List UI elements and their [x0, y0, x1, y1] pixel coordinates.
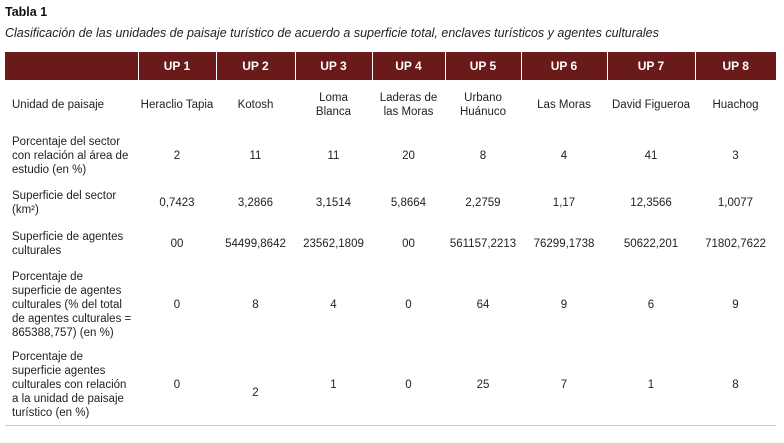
- row-label: Porcentaje del sector con relación al área de estudio (en %): [12, 136, 129, 176]
- table-cell: [295, 80, 372, 130]
- table-cell: Heraclio Tapia: [140, 99, 214, 111]
- cell-text: Loma Blanca: [315, 92, 352, 118]
- table-cell: 1,17: [552, 196, 576, 209]
- table-cell: 54499,8642: [225, 238, 286, 250]
- table-cell: 1: [295, 345, 372, 425]
- table-cell: 41: [644, 150, 658, 162]
- table-cell: 8: [252, 299, 259, 311]
- table-cell: 0: [372, 345, 445, 425]
- table-cell: [445, 80, 521, 130]
- header-row: [5, 52, 776, 80]
- table-row-superficie-sector: [5, 182, 776, 223]
- column-header-up8: UP 8: [695, 52, 776, 80]
- row-label: [5, 182, 138, 223]
- table-cell: 4: [330, 299, 337, 311]
- table-cell: 0,7423: [159, 196, 195, 209]
- row-label: Superficie de agentes culturales: [12, 231, 124, 257]
- table-cell: 12,3566: [630, 196, 672, 209]
- row-label: Porcentaje de superficie de agentes culturales (% del total de agentes culturales = 865388,757) (en %): [12, 271, 132, 339]
- table-cell: 1: [607, 345, 695, 425]
- column-header-up5: UP 5: [445, 52, 521, 80]
- table-cell: 00: [170, 238, 184, 250]
- column-header-up3: UP 3: [295, 52, 372, 80]
- table-cell: 20: [402, 150, 415, 162]
- data-table: [5, 52, 776, 426]
- table-cell: Laderas de las Moras: [379, 92, 438, 118]
- table-cell: 76299,1738: [533, 238, 595, 250]
- table-cell: 8: [695, 345, 776, 425]
- table-cell: 11: [327, 150, 340, 162]
- table-cell: Kotosh: [237, 99, 274, 111]
- table-cell: 561157,2213: [449, 238, 517, 250]
- table-cell: David Figueroa: [612, 99, 690, 111]
- table-caption: Clasificación de las unidades de paisaje turístico de acuerdo a superficie total, enclaves turísticos y agentes culturales: [5, 26, 659, 40]
- table-cell: 6: [647, 299, 655, 311]
- table-cell: 00: [402, 238, 415, 250]
- table-row-porcentaje-agentes-unidad: [5, 345, 776, 425]
- table-cell: 50622,201: [623, 238, 679, 250]
- table-cell: 4: [560, 150, 568, 162]
- table-cell: 8: [479, 150, 487, 162]
- column-header-up6: UP 6: [521, 52, 607, 80]
- table-cell: 71802,7622: [705, 238, 766, 250]
- header-corner: [5, 52, 138, 80]
- table-label: Tabla 1: [5, 5, 48, 19]
- table-cell: 0: [405, 299, 412, 311]
- table-row-porcentaje-agentes-total: [5, 265, 776, 345]
- table-cell: 0: [138, 345, 216, 425]
- table-cell: 1,0077: [717, 196, 754, 209]
- column-header-up7: UP 7: [607, 52, 695, 80]
- column-header-up2: UP 2: [216, 52, 295, 80]
- row-label: Porcentaje de superficie agentes culturales con relación a la unidad de paisaje turístico (en %): [5, 345, 138, 425]
- column-header-up4: UP 4: [372, 52, 445, 80]
- row-label-text: Superficie del sector (km²): [12, 189, 117, 216]
- table-cell: 23562,1809: [303, 238, 364, 250]
- table-cell: 7: [521, 345, 607, 425]
- table-cell: Las Moras: [537, 99, 591, 111]
- table-row-unidad-paisaje: [5, 80, 776, 130]
- table-cell: 64: [476, 299, 490, 311]
- table-cell: 0: [173, 299, 181, 311]
- table-cell: 25: [445, 345, 521, 425]
- table-cell: 3,2866: [237, 196, 274, 209]
- table-cell: 3,1514: [315, 196, 352, 209]
- table-cell: 5,8664: [390, 196, 427, 209]
- table-cell: 3: [732, 150, 739, 162]
- table-cell: 11: [249, 150, 262, 162]
- table-row-porcentaje-sector: [5, 130, 776, 182]
- cell-text: Urbano Huánuco: [459, 92, 507, 118]
- table-row-superficie-agentes: [5, 223, 776, 265]
- row-label: Unidad de paisaje: [12, 99, 105, 111]
- table-cell: 2: [173, 150, 181, 162]
- table-cell: 9: [732, 299, 739, 311]
- cell-text: 2: [252, 386, 259, 399]
- table-cell: 2,2759: [465, 196, 501, 209]
- column-header-up1: UP 1: [138, 52, 216, 80]
- table-cell: Huachog: [712, 99, 759, 111]
- table-cell: [216, 345, 295, 425]
- table-cell: 9: [560, 299, 568, 311]
